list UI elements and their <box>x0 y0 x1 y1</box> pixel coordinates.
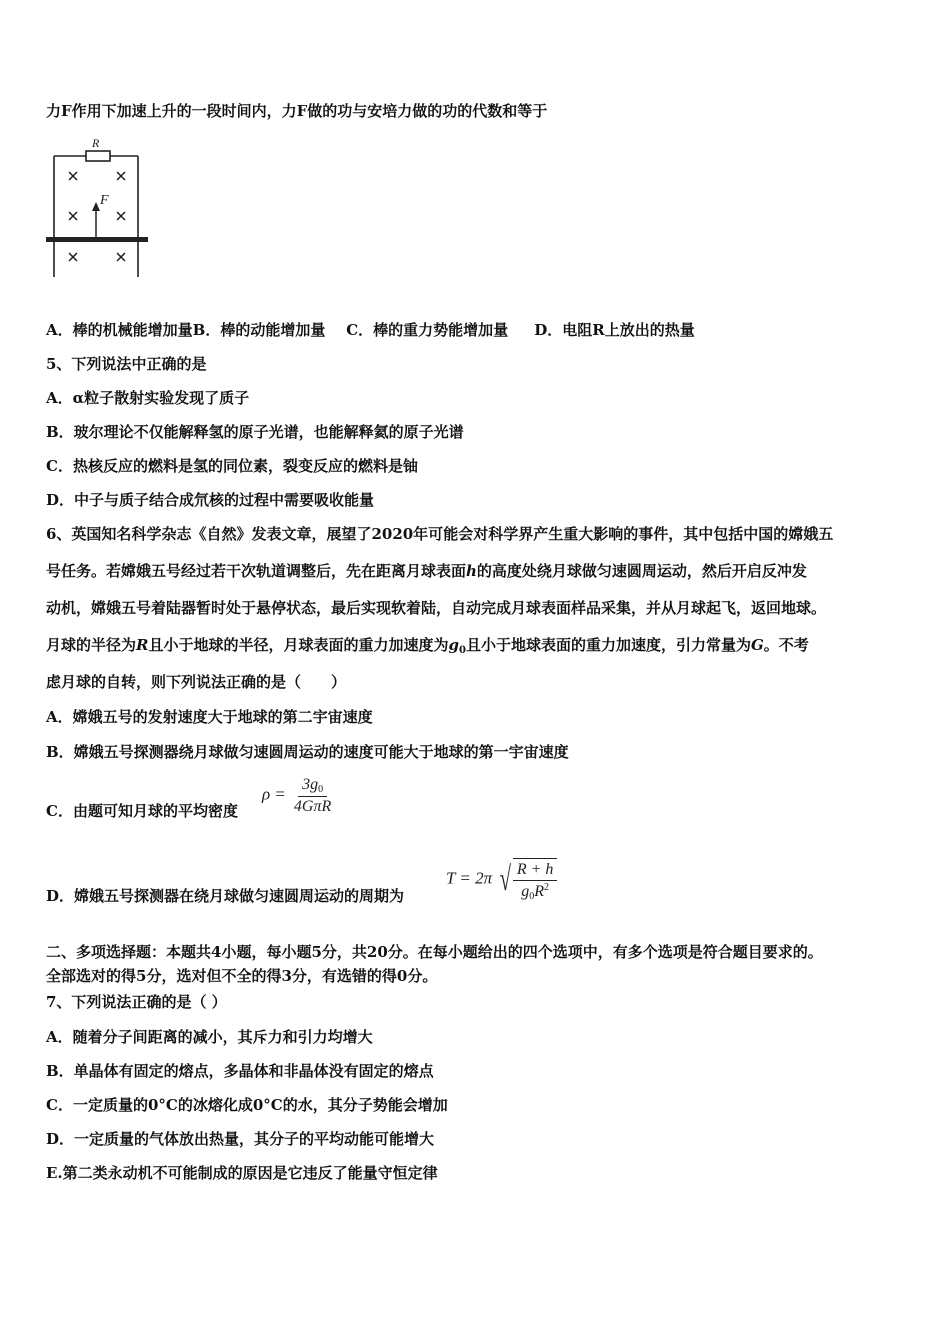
force-label: F <box>100 193 109 208</box>
q4-options: A．棒的机械能增加量B．棒的动能增加量 C．棒的重力势能增加量 D．电阻R上放出的热量 <box>46 321 695 339</box>
q7-option-c: C．一定质量的0°C的冰熔化成0°C的水，其分子势能会增加 <box>46 1096 448 1114</box>
q6-line-3: 动机，嫦娥五号着陆器暂时处于悬停状态，最后实现软着陆，自动完成月球表面样品采集，并从月球起飞，返回地球。 <box>46 599 827 617</box>
q6-line-4: 月球的半径为R且小于地球的半径，月球表面的重力加速度为$g_0$且小于地球表面的重力加速度，引力常量为G。不考 <box>46 636 809 656</box>
section2-heading-1: 二、多项选择题：本题共4小题，每小题5分，共20分。在每小题给出的四个选项中，有多个选项是符合题目要求的。 <box>46 943 823 961</box>
q5-option-c: C．热核反应的燃料是氢的同位素，裂变反应的燃料是铀 <box>46 457 418 475</box>
q5-option-a: A．α粒子散射实验发现了质子 <box>46 389 250 407</box>
q7-option-b: B．单晶体有固定的熔点，多晶体和非晶体没有固定的熔点 <box>46 1062 434 1080</box>
q7-option-d: D．一定质量的气体放出热量，其分子的平均动能可能增大 <box>46 1130 435 1148</box>
q6-option-a: A．嫦娥五号的发射速度大于地球的第二宇宙速度 <box>46 708 373 726</box>
period-formula: T = 2π √ $\frac{R + h}{g_0R^2}$ <box>446 858 557 902</box>
section2-heading-2: 全部选对的得5分，选对但不全的得3分，有选错的得0分。 <box>46 967 438 985</box>
q5-option-b: B．玻尔理论不仅能解释氢的原子光谱，也能解释氦的原子光谱 <box>46 423 464 441</box>
q6-line-1: 6、英国知名科学杂志《自然》发表文章，展望了2020年可能会对科学界产生重大影响的事件，其中包括中国的嫦娥五 <box>46 525 834 543</box>
q6-line-5: 虑月球的自转，则下列说法正确的是（ ） <box>46 673 347 691</box>
circuit-figure <box>44 132 154 284</box>
resistor-label: R <box>92 136 100 150</box>
q6-option-b: B．嫦娥五号探测器绕月球做匀速圆周运动的速度可能大于地球的第一宇宙速度 <box>46 743 569 761</box>
q7-option-e: E.第二类永动机不可能制成的原因是它违反了能量守恒定律 <box>46 1164 438 1182</box>
q6-option-c: C．由题可知月球的平均密度 <box>46 802 238 820</box>
q5-stem: 5、下列说法中正确的是 <box>46 355 207 373</box>
q7-option-a: A．随着分子间距离的减小，其斥力和引力均增大 <box>46 1028 373 1046</box>
q7-stem: 7、下列说法正确的是（ ） <box>46 993 227 1011</box>
q6-line-2: 号任务。若嫦娥五号经过若干次轨道调整后，先在距离月球表面h的高度处绕月球做匀速圆周运动，然后开启反冲发 <box>46 562 807 580</box>
q4-stem-tail: 力F作用下加速上升的一段时间内，力F做的功与安培力做的功的代数和等于 <box>46 102 548 120</box>
density-formula: ρ = $\frac{3g_0}{\text{4GπR}}$ <box>262 776 332 815</box>
q5-option-d: D．中子与质子结合成氘核的过程中需要吸收能量 <box>46 491 375 509</box>
q6-option-d: D．嫦娥五号探测器在绕月球做匀速圆周运动的周期为 <box>46 887 405 905</box>
